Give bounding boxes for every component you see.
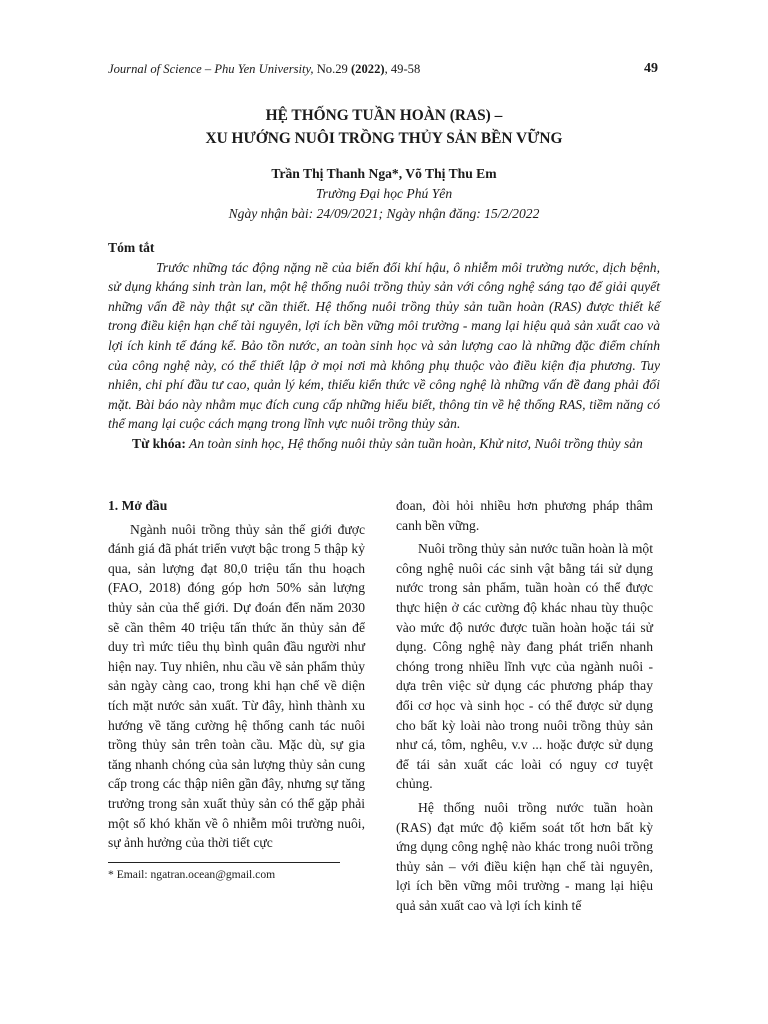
abstract: [108, 238, 660, 454]
running-header: [108, 59, 660, 79]
abstract-heading: Tóm tắt: [108, 240, 155, 255]
page-number: 49: [644, 61, 658, 76]
body-paragraph: Hệ thống nuôi trồng nước tuần hoàn (RAS) đạt mức độ kiểm soát tốt hơn bất kỳ ứng dụng công nghệ nào khác trong nuôi trồng thủy sản – với điều kiện hạn chế tài nguyên, lợi ích bền vững môi trường - mang lại hiệu quả sản xuất cao và lợi ích kinh tế: [396, 799, 653, 913]
body-paragraph: Nuôi trồng thủy sản nước tuần hoàn là một công nghệ nuôi các sinh vật bằng tái sử dụng nước trong sản phẩm, tuần hoàn có thể được thực hiện ở các cường độ khác nhau tùy thuộc vào mức độ nước được tuần hoàn hoặc tái sử dụng. Công nghệ này đang phát triển nhanh chóng trong nhiều lĩnh vực của ngành nuôi - dựa trên việc sử dụng các phương pháp thay đổi cơ học và sinh học - có thể được sử dụng cho bất kỳ loài nào trong nuôi trồng thủy sản như cá, tôm, nghêu, v.v ... hoặc được sử dụng để tái sản xuất các loài có nguy cơ tuyệt chủng.: [396, 541, 653, 792]
abstract-body: Trước những tác động nặng nề của biến đổi khí hậu, ô nhiễm môi trường nước, dịch bệnh, sử dụng kháng sinh tràn lan, một hệ thống nuôi trồng thủy sản với công nghệ sáng tạo để giải quyết những vấn đề này thật sự cần thiết. Hệ thống nuôi trồng thủy sản tuần hoàn (RAS) được thiết kế trong điều kiện hạn chế tài nguyên, lợi ích bền vững môi trường - mang lại hiệu quả sản xuất cao và lợi ích kinh tế đáng kể. Bảo tồn nước, an toàn sinh học và sản lượng cao là những đặc điểm chính của công nghệ này, có thể thiết lập ở mọi nơi mà không phụ thuộc vào điều kiện địa phương. Tuy nhiên, chi phí đầu tư cao, quản lý kém, thiếu kiến thức về công nghệ là những vấn đề đang phải đối mặt. Bài báo này nhằm mục đích cung cấp những hiểu biết, thông tin về hệ thống RAS, tiềm năng có thể mang lại cuộc cách mạng trong lĩnh vực nuôi trồng thủy sản.: [108, 259, 660, 432]
journal-pages: , 49-58: [384, 62, 421, 76]
journal-issue: No.29: [313, 62, 351, 76]
right-column: [396, 496, 653, 915]
journal-year: (2022): [350, 62, 385, 76]
footnote: * Email: ngatran.ocean@gmail.com: [108, 868, 276, 881]
author-affiliation: Trường Đại học Phú Yên: [315, 186, 453, 201]
title-line-2: XU HƯỚNG NUÔI TRỒNG THỦY SẢN BỀN VỮNG: [205, 130, 563, 147]
author-names: Trần Thị Thanh Nga*, Võ Thị Thu Em: [271, 166, 497, 181]
keywords: [108, 434, 660, 454]
body-paragraph: Ngành nuôi trồng thủy sản thế giới được đánh giá đã phát triển vượt bậc trong 5 thập kỷ qua, sản lượng đạt 80,0 triệu tấn thu hoạch (FAO, 2018) đóng góp hơn 50% sản lượng thủy sản của thế giới. Dự đoán đến năm 2030 sẽ cần thêm 40 triệu tấn thức ăn thủy sản để duy trì mức tiêu thụ bình quân đầu người như hiện nay. Tuy nhiên, nhu cầu về sản phẩm thủy sản ngày càng cao, trong khi hạn chế về diện tích mặt nước sản xuất. Từ đây, hình thành xu hướng về tăng cường hệ thống canh tác nuôi trồng thủy sản trên toàn cầu. Mặc dù, sự gia tăng nhanh chóng của sản lượng thủy sản cung cấp trong các thập niên gần đây, nhưng sự tăng trưởng trong sản xuất thủy sản có thể gặp phải một số khó khăn về ô nhiễm môi trường nuôi, sự ảnh hưởng của thời tiết cực: [108, 521, 365, 851]
title-line-1: HỆ THỐNG TUẦN HOÀN (RAS) –: [265, 107, 503, 124]
paper-title: [108, 104, 660, 150]
keywords-label: Từ khóa:: [132, 435, 186, 451]
section-heading: 1. Mở đầu: [108, 498, 168, 513]
author-block: [108, 164, 660, 224]
journal-name: Journal of Science – Phu Yen University,: [108, 62, 314, 76]
submission-dates: Ngày nhận bài: 24/09/2021; Ngày nhận đăng: 15/2/2022: [228, 206, 540, 221]
body-paragraph-continued: đoan, đòi hỏi nhiều hơn phương pháp thâm canh bền vững.: [396, 498, 653, 533]
footnote-rule: [108, 862, 340, 863]
keywords-text: An toàn sinh học, Hệ thống nuôi thủy sản tuần hoàn, Khử nitơ, Nuôi trồng thủy sản: [185, 435, 643, 451]
left-column: [108, 496, 365, 853]
